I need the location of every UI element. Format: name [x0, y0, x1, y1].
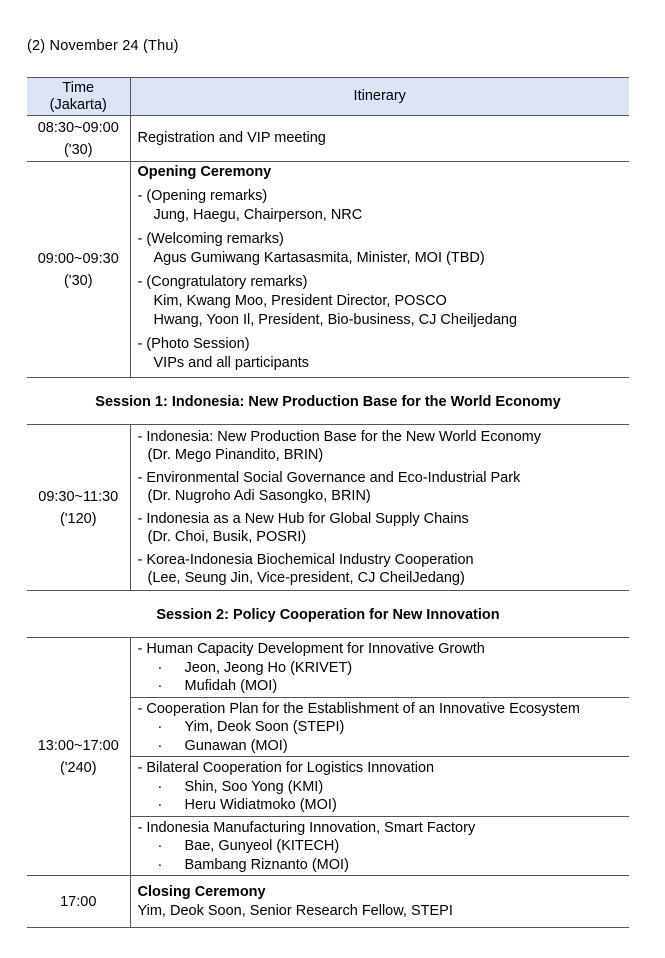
- time-cell: [27, 116, 130, 162]
- list-item: [131, 757, 630, 817]
- table-row: [27, 876, 629, 928]
- block-title: Opening Ceremony: [137, 164, 272, 180]
- time-range: 17:00: [60, 893, 97, 910]
- time-cell: [27, 425, 130, 591]
- item-heading: - Indonesia as a New Hub for Global Supply Chains: [137, 511, 469, 527]
- list-item: [138, 335, 630, 373]
- block-title: Closing Ceremony: [137, 883, 266, 900]
- time-column-header: Time (Jakarta): [27, 78, 130, 116]
- list-item: [138, 230, 630, 268]
- item-heading: - Indonesia Manufacturing Innovation, Smart Factory: [137, 819, 476, 836]
- bullet-icon: ·: [157, 856, 163, 873]
- item-heading: - (Photo Session): [137, 336, 250, 352]
- item-text: Yim, Deok Soon, Senior Research Fellow, STEPI: [137, 902, 453, 919]
- time-range: 09:30~11:30: [38, 488, 119, 505]
- session-header-row: [27, 591, 629, 638]
- item-detail: (Dr. Choi, Busik, POSRI): [147, 529, 307, 545]
- time-range: 13:00~17:00: [37, 737, 119, 754]
- item-detail: Agus Gumiwang Kartasasmita, Minister, MOI (TBD): [153, 250, 485, 266]
- list-item: [138, 510, 630, 546]
- time-cell: [27, 876, 130, 928]
- table-row: [27, 425, 629, 591]
- time-cell: [27, 162, 130, 378]
- table-row: [27, 116, 629, 162]
- speaker: Bae, Gunyeol (KITECH): [184, 838, 340, 854]
- list-item: [138, 428, 630, 464]
- time-range: 09:00~09:30: [37, 250, 119, 267]
- list-item: [131, 698, 630, 758]
- speaker: Shin, Soo Yong (KMI): [184, 778, 324, 795]
- speaker: Mufidah (MOI): [184, 678, 278, 694]
- item-heading: - Environmental Social Governance and Eco-Industrial Park: [137, 470, 521, 486]
- itinerary-cell: [130, 638, 629, 876]
- speaker: Yim, Deok Soon (STEPI): [184, 719, 345, 735]
- session-title: Session 2: Policy Cooperation for New Innovation: [27, 591, 629, 638]
- bullet-icon: ·: [157, 719, 163, 735]
- table-row: [27, 638, 629, 876]
- duration: ('120): [59, 510, 97, 527]
- item-heading: - (Welcoming remarks): [137, 231, 284, 247]
- item-heading: - Cooperation Plan for the Establishment of an Innovative Ecosystem: [137, 700, 580, 717]
- itinerary-column-header: Itinerary: [130, 78, 629, 116]
- item-heading: - Bilateral Cooperation for Logistics Innovation: [137, 760, 435, 776]
- item-heading: - (Opening remarks): [137, 188, 268, 204]
- speaker: Gunawan (MOI): [184, 737, 288, 754]
- item-detail: (Dr. Nugroho Adi Sasongko, BRIN): [147, 488, 371, 504]
- item-heading: - (Congratulatory remarks): [137, 274, 308, 290]
- item-heading: - Korea-Indonesia Biochemical Industry Cooperation: [137, 552, 474, 568]
- itinerary-cell: [130, 876, 629, 928]
- item-detail: VIPs and all participants: [153, 355, 310, 371]
- list-item: [138, 551, 630, 587]
- itinerary-cell: [130, 116, 629, 162]
- speaker: Bambang Riznanto (MOI): [184, 856, 349, 873]
- itinerary-cell: [130, 425, 629, 591]
- item-detail: (Dr. Mego Pinandito, BRIN): [147, 447, 324, 463]
- speaker: Jeon, Jeong Ho (KRIVET): [184, 659, 353, 676]
- bullet-icon: ·: [157, 838, 163, 854]
- duration: ('30): [63, 272, 93, 289]
- item-heading: - Indonesia: New Production Base for the New World Economy: [137, 429, 542, 445]
- duration: ('30): [63, 141, 93, 158]
- session-title: Session 1: Indonesia: New Production Base for the World Economy: [27, 378, 629, 425]
- speaker: Heru Widiatmoko (MOI): [184, 797, 337, 813]
- itinerary-table: [27, 77, 629, 928]
- bullet-icon: ·: [157, 737, 163, 754]
- table-row: [27, 162, 629, 378]
- item-text: Registration and VIP meeting: [137, 130, 326, 146]
- item-detail: Kim, Kwang Moo, President Director, POSCO: [153, 293, 447, 309]
- itinerary-cell: [130, 162, 629, 378]
- list-item: [138, 187, 630, 225]
- bullet-icon: ·: [157, 659, 163, 676]
- duration: ('240): [59, 759, 97, 776]
- bullet-icon: ·: [157, 778, 163, 795]
- list-item: [138, 469, 630, 505]
- list-item: [131, 817, 630, 876]
- session-header-row: [27, 378, 629, 425]
- item-detail: (Lee, Seung Jin, Vice-president, CJ CheilJedang): [147, 570, 465, 586]
- bullet-icon: ·: [157, 797, 163, 813]
- bullet-icon: ·: [157, 678, 163, 694]
- time-cell: [27, 638, 130, 876]
- list-item: [131, 638, 630, 698]
- item-detail: Jung, Haegu, Chairperson, NRC: [153, 207, 363, 223]
- table-header-row: [27, 78, 629, 116]
- time-range: 08:30~09:00: [37, 119, 119, 136]
- list-item: [138, 273, 630, 330]
- item-detail: Hwang, Yoon Il, President, Bio-business, CJ Cheiljedang: [153, 312, 518, 328]
- date-heading: (2) November 24 (Thu): [27, 38, 179, 54]
- item-heading: - Human Capacity Development for Innovative Growth: [137, 641, 485, 657]
